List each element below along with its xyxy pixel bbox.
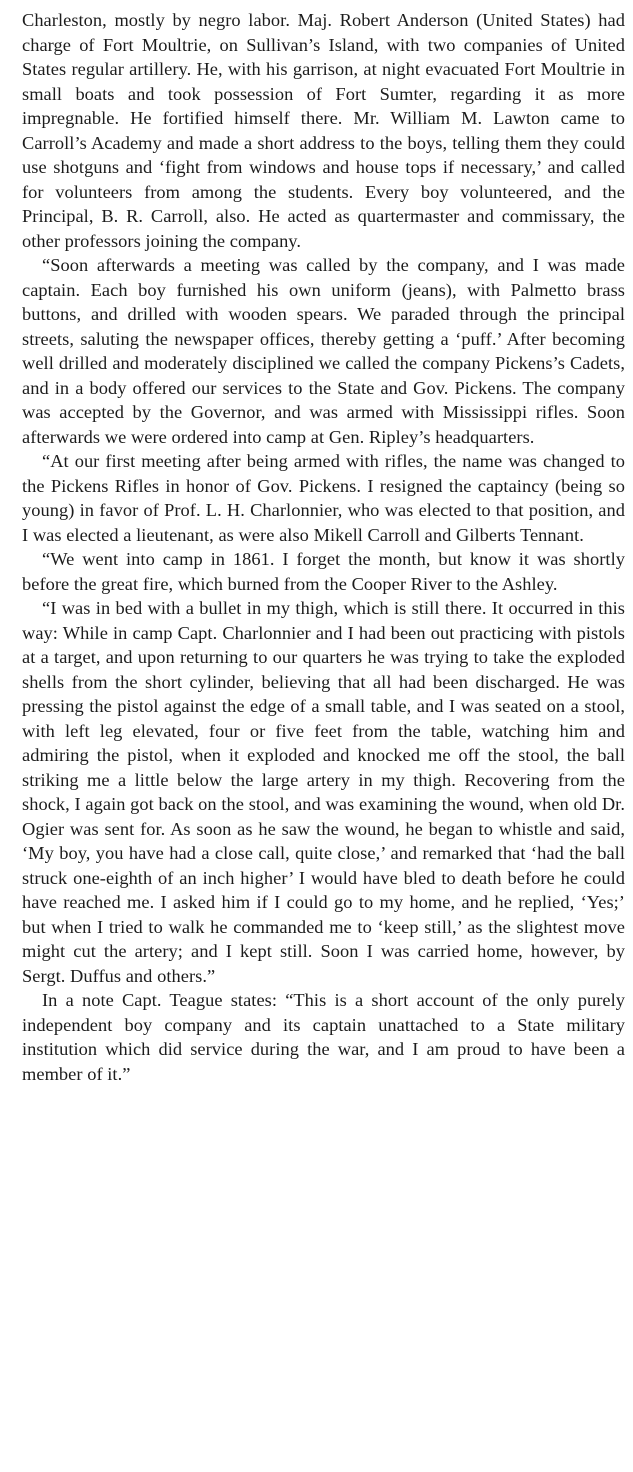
paragraph: Charleston, mostly by negro labor. Maj. Robert Anderson (United States) had charge of Fort Moultrie, on Sullivan’s Island, with two companies of United States regular artillery. He, with his garrison, at night evacuated Fort Moultrie in small boats and took possession of Fort Sumter, regarding it as more impregnable. He fortified himself there. Mr. William M. Lawton came to Carroll’s Academy and made a short address to the boys, telling them they could use shotguns and ‘fight from windows and house tops if necessary,’ and called for volunteers from among the students. Every boy volunteered, and the Principal, B. R. Carroll, also. He acted as quartermaster and commissary, the other professors joining the company. [22,10,625,251]
paragraph: “We went into camp in 1861. I forget the month, but know it was shortly before the great fire, which burned from the Cooper River to the Ashley. [22,549,625,594]
paragraph: In a note Capt. Teague states: “This is a short account of the only purely independent boy company and its captain unattached to a State military institution which did service during the war, and I am proud to have been a member of it.” [22,990,625,1084]
paragraph: “Soon afterwards a meeting was called by the company, and I was made captain. Each boy furnished his own uniform (jeans), with Palmetto brass buttons, and drilled with wooden spears. We paraded through the principal streets, saluting the newspaper offices, thereby getting a ‘puff.’ After becoming well drilled and moderately disciplined we called the company Pickens’s Cadets, and in a body offered our services to the State and Gov. Pickens. The company was accepted by the Governor, and was armed with Mississippi rifles. Soon afterwards we were ordered into camp at Gen. Ripley’s headquarters. [22,255,625,447]
document-page [22,8,625,1086]
paragraph: “At our first meeting after being armed with rifles, the name was changed to the Pickens Rifles in honor of Gov. Pickens. I resigned the captaincy (being so young) in favor of Prof. L. H. Charlonnier, who was elected to that position, and I was elected a lieutenant, as were also Mikell Carroll and Gilberts Tennant. [22,451,625,545]
paragraph: “I was in bed with a bullet in my thigh, which is still there. It occurred in this way: While in camp Capt. Charlonnier and I had been out practicing with pistols at a target, and upon returning to our quarters he was trying to take the exploded shells from the short cylinder, believing that all had been discharged. He was pressing the pistol against the edge of a small table, and I was seated on a stool, with left leg elevated, four or five feet from the table, watching him and admiring the pistol, when it exploded and knocked me off the stool, the ball striking me a little below the large artery in my thigh. Recovering from the shock, I again got back on the stool, and was examining the wound, when old Dr. Ogier was sent for. As soon as he saw the wound, he began to whistle and said, ‘My boy, you have had a close call, quite close,’ and remarked that ‘had the ball struck one-eighth of an inch higher’ I would have bled to death before he could have reached me. I asked him if I could go to my home, and he replied, ‘Yes;’ but when I tried to walk he commanded me to ‘keep still,’ as the slightest move might cut the artery; and I kept still. Soon I was carried home, however, by Sergt. Duffus and others.” [22,598,625,986]
